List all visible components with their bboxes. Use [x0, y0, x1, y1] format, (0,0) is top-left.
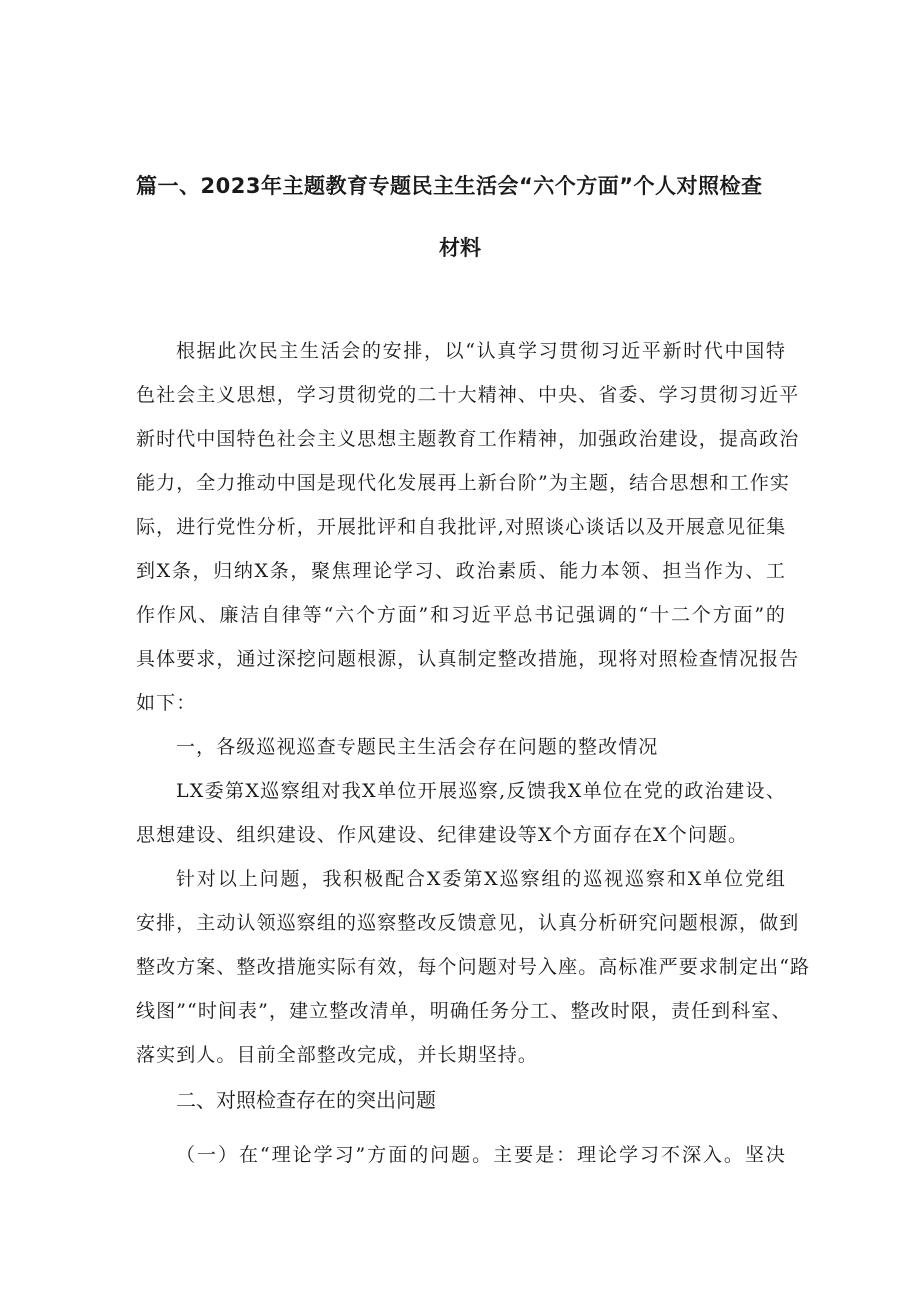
paragraph-line: 线图”“时间表”，建立整改清单，明确任务分工、整改时限，责任到科室、 — [136, 1000, 792, 1022]
paragraph-line: 思想建设、组织建设、作风建设、纪律建设等X个方面存在X个问题。 — [136, 824, 749, 846]
paragraph-line: 新时代中国特色社会主义思想主题教育工作精神，加强政治建设，提高政治 — [136, 428, 800, 450]
paragraph-line: 到X条，归纳X条，聚焦理论学习、政治素质、能力本领、担当作为、工 — [136, 560, 786, 582]
paragraph-line: 如下： — [136, 692, 197, 714]
paragraph-line: 落实到人。目前全部整改完成，并长期坚持。 — [136, 1044, 539, 1066]
document-title: 篇一、2023年主题教育专题民主生活会“六个方面”个人对照检查 — [136, 174, 763, 198]
paragraph-line: 根据此次民主生活会的安排，以“认真学习贯彻习近平新时代中国特 — [176, 340, 786, 362]
paragraph-line: LX委第X巡察组对我X单位开展巡察,反馈我X单位在党的政治建设、 — [176, 780, 786, 802]
section-heading: 一，各级巡视巡查专题民主生活会存在问题的整改情况 — [176, 736, 659, 758]
paragraph-line: 色社会主义思想，学习贯彻党的二十大精神、中央、省委、学习贯彻习近平 — [136, 384, 800, 406]
section-heading: 二、对照检查存在的突出问题 — [176, 1088, 436, 1112]
paragraph-line: 具体要求，通过深挖问题根源，认真制定整改措施，现将对照检查情况报告 — [136, 648, 800, 670]
paragraph-line: 针对以上问题，我积极配合X委第X巡察组的巡视巡察和X单位党组 — [176, 868, 786, 890]
paragraph-line: 能力，全力推动中国是现代化发展再上新台阶”为主题，结合思想和工作实 — [136, 472, 791, 494]
paragraph-line: 际，进行党性分析，开展批评和自我批评,对照谈心谈话以及开展意见征集 — [136, 516, 787, 538]
paragraph-line: 作作风、廉洁自律等“六个方面”和习近平总书记强调的“十二个方面”的 — [136, 604, 786, 626]
paragraph-line: （一）在“理论学习”方面的问题。主要是：理论学习不深入。坚决 — [176, 1144, 786, 1166]
paragraph-line: 安排，主动认领巡察组的巡察整改反馈意见，认真分析研究问题根源，做到 — [136, 912, 800, 934]
paragraph-line: 整改方案、整改措施实际有效，每个问题对号入座。高标准严要求制定出“路 — [136, 956, 811, 978]
document-title-continued: 材料 — [439, 236, 481, 260]
